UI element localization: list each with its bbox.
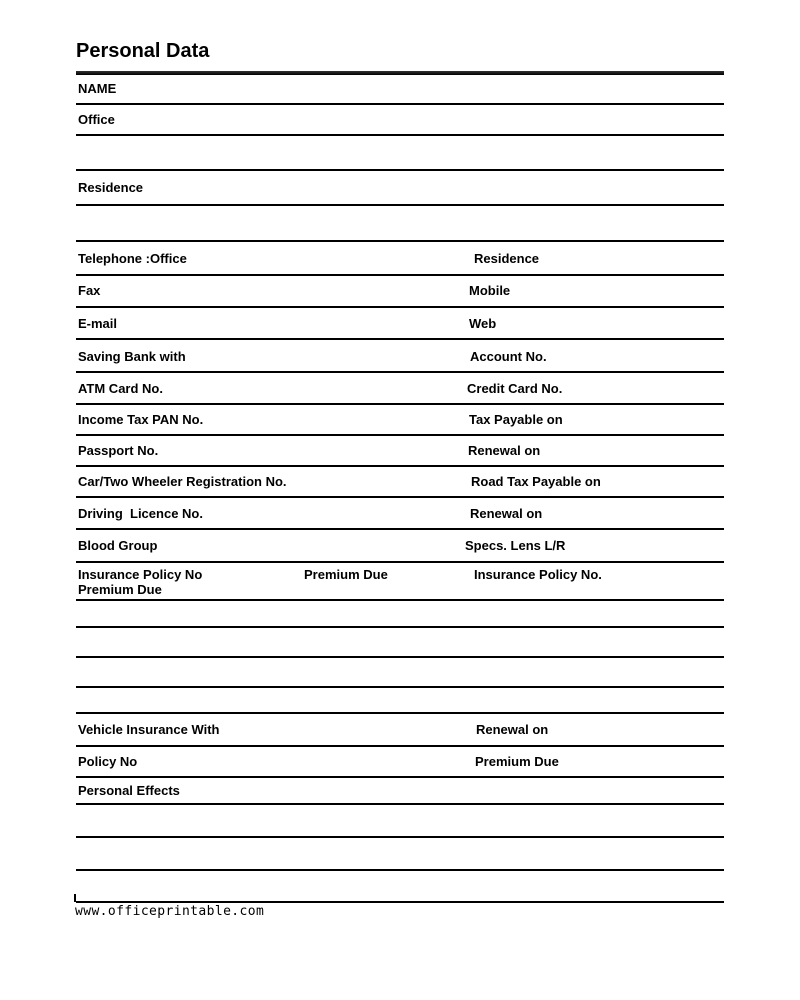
field-line — [76, 338, 724, 340]
label-web: Web — [469, 316, 497, 331]
label-passport-renewal: Renewal on — [468, 443, 541, 458]
label-vehicle-renewal: Renewal on — [476, 722, 549, 737]
label-credit-card: Credit Card No. — [467, 381, 563, 396]
field-line — [76, 169, 724, 171]
field-line — [76, 776, 724, 778]
field-line — [76, 745, 724, 747]
label-saving-bank: Saving Bank with — [78, 349, 186, 364]
label-residence: Residence — [78, 180, 144, 195]
field-line — [76, 465, 724, 467]
label-tax-payable: Tax Payable on — [469, 412, 563, 427]
label-atm-card: ATM Card No. — [78, 381, 163, 396]
label-email: E-mail — [78, 316, 118, 331]
field-line — [76, 240, 724, 242]
label-blood-group: Blood Group — [78, 538, 158, 553]
field-line — [76, 626, 724, 628]
label-account-no: Account No. — [470, 349, 547, 364]
label-premium-due: Premium Due — [78, 582, 162, 597]
field-line — [76, 561, 724, 563]
label-driving-licence: Driving Licence No. — [78, 506, 203, 521]
label-passport: Passport No. — [78, 443, 159, 458]
label-personal-effects: Personal Effects — [78, 783, 180, 798]
corner-mark — [74, 894, 76, 902]
field-line — [76, 371, 724, 373]
field-line — [76, 274, 724, 276]
field-line — [76, 869, 724, 871]
label-insurance-policy-right: Insurance Policy No. — [474, 567, 602, 582]
label-road-tax: Road Tax Payable on — [471, 474, 601, 489]
label-mobile: Mobile — [469, 283, 511, 298]
field-line — [76, 656, 724, 658]
label-specs: Specs. Lens L/R — [465, 538, 566, 553]
label-insurance-policy: Insurance Policy No — [78, 567, 203, 582]
title-rule — [76, 71, 724, 75]
footer-url: www.officeprintable.com — [75, 904, 265, 919]
label-telephone-office: Telephone :Office — [78, 251, 187, 266]
label-policy-no: Policy No — [78, 754, 138, 769]
field-line — [76, 528, 724, 530]
label-licence-renewal: Renewal on — [470, 506, 543, 521]
label-premium-due-middle: Premium Due — [304, 567, 388, 582]
field-line — [76, 403, 724, 405]
label-office: Office — [78, 112, 115, 127]
field-line — [76, 836, 724, 838]
label-vehicle-insurance: Vehicle Insurance With — [78, 722, 220, 737]
field-line — [76, 306, 724, 308]
field-line — [76, 803, 724, 805]
field-line — [76, 901, 724, 903]
field-line — [76, 103, 724, 105]
label-fax: Fax — [78, 283, 101, 298]
label-name: NAME — [78, 81, 117, 96]
label-pan: Income Tax PAN No. — [78, 412, 204, 427]
field-line — [76, 686, 724, 688]
field-line — [76, 134, 724, 136]
label-vehicle-registration: Car/Two Wheeler Registration No. — [78, 474, 287, 489]
field-line — [76, 712, 724, 714]
field-line — [76, 434, 724, 436]
field-line — [76, 496, 724, 498]
label-vehicle-premium-due: Premium Due — [475, 754, 559, 769]
field-line — [76, 204, 724, 206]
field-line — [76, 599, 724, 601]
page-title: Personal Data — [76, 40, 210, 62]
label-telephone-residence: Residence — [474, 251, 540, 266]
